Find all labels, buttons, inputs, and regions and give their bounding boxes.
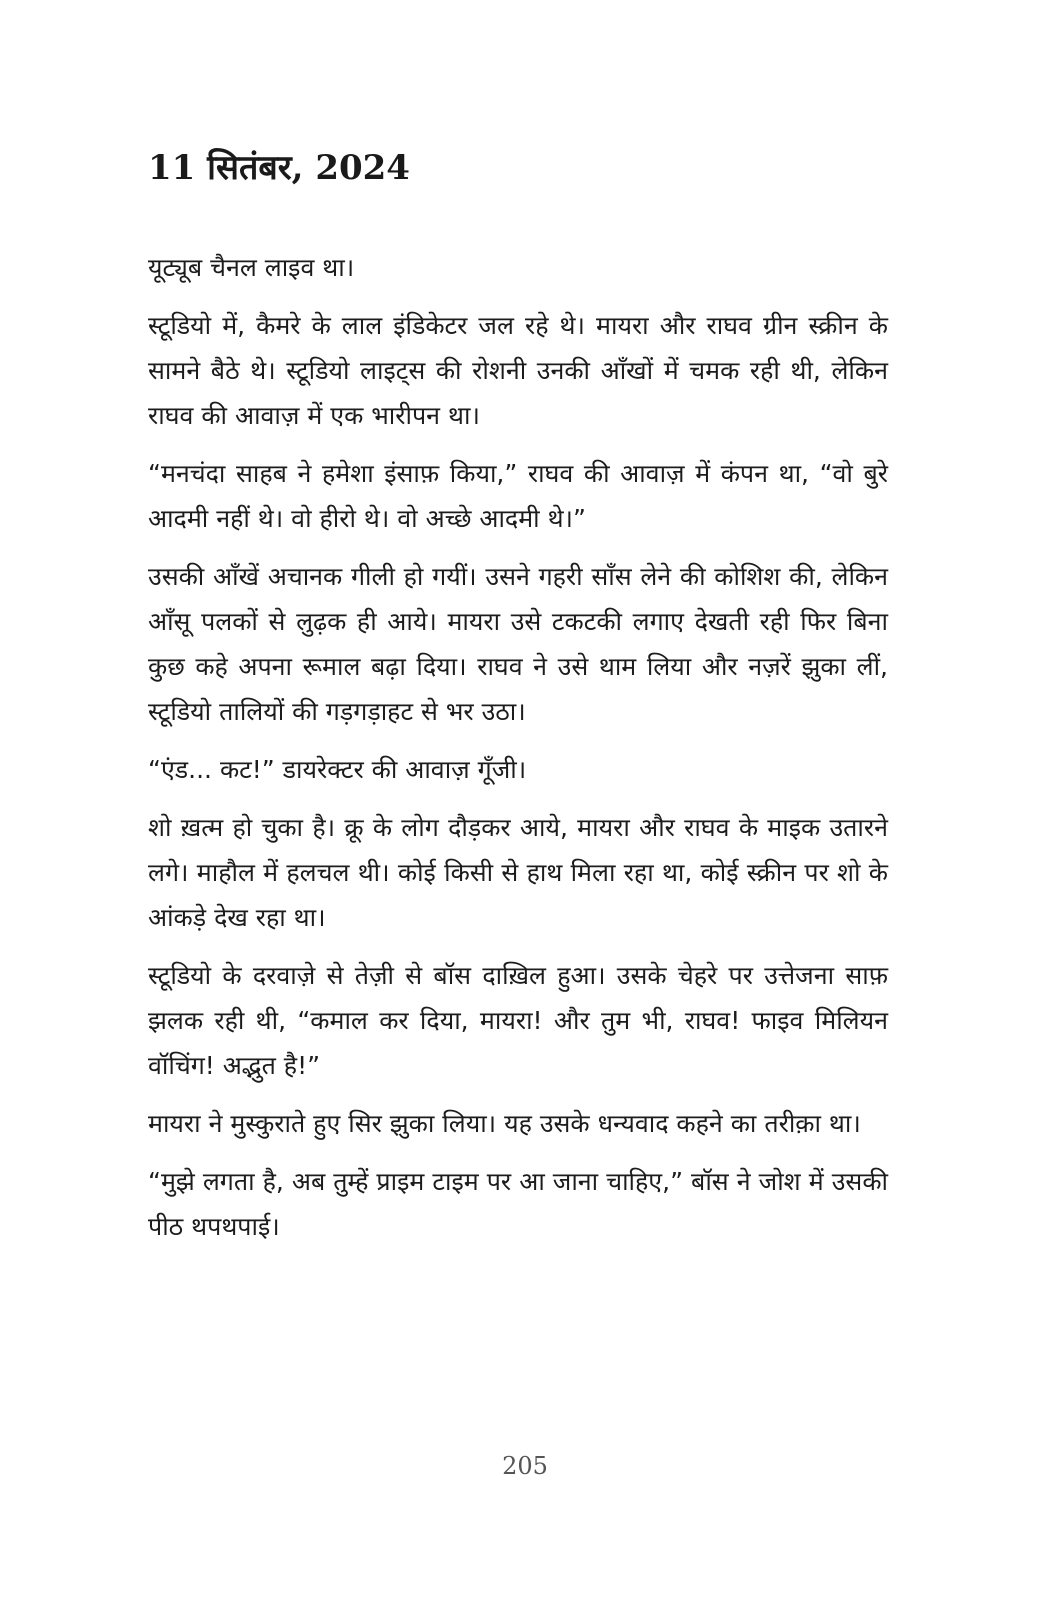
paragraph-2: स्टूडियो में, कैमरे के लाल इंडिकेटर जल रहे थे। मायरा और राघव ग्रीन स्क्रीन के सामने बैठे थे। स्टूडियो लाइट्स की रोशनी उनकी आँखों में चमक रही थी, लेकिन राघव की आवाज़ में एक भारीपन था। (148, 311, 888, 430)
chapter-date-heading: 11 सितंबर, 2024 (148, 148, 410, 188)
paragraph-5: “एंड... कट!” डायरेक्टर की आवाज़ गूँजी। (148, 755, 527, 784)
page-body-text (148, 245, 888, 1262)
paragraph-3: “मनचंदा साहब ने हमेशा इंसाफ़ किया,” राघव की आवाज़ में कंपन था, “वो बुरे आदमी नहीं थे। वो हीरो थे। वो अच्छे आदमी थे।” (148, 459, 888, 533)
paragraph-1: यूट्यूब चैनल लाइव था। (148, 253, 355, 282)
paragraph-8: मायरा ने मुस्कुराते हुए सिर झुका लिया। यह उसके धन्यवाद कहने का तरीक़ा था। (148, 1109, 861, 1138)
paragraph-4: उसकी आँखें अचानक गीली हो गयीं। उसने गहरी साँस लेने की कोशिश की, लेकिन आँसू पलकों से लुढ़क ही आये। मायरा उसे टकटकी लगाए देखती रही फिर बिना कुछ कहे अपना रूमाल बढ़ा दिया। राघव ने उसे थाम लिया और नज़रें झुका लीं, स्टूडियो तालियों की गड़गड़ाहट से भर उठा। (148, 562, 888, 726)
paragraph-9: “मुझे लगता है, अब तुम्हें प्राइम टाइम पर आ जाना चाहिए,” बॉस ने जोश में उसकी पीठ थपथपाई। (148, 1167, 888, 1241)
paragraph-6: शो ख़त्म हो चुका है। क्रू के लोग दौड़कर आये, मायरा और राघव के माइक उतारने लगे। माहौल में हलचल थी। कोई किसी से हाथ मिला रहा था, कोई स्क्रीन पर शो के आंकड़े देख रहा था। (148, 813, 888, 932)
paragraph-7: स्टूडियो के दरवाज़े से तेज़ी से बॉस दाख़िल हुआ। उसके चेहरे पर उत्तेजना साफ़ झलक रही थी, “कमाल कर दिया, मायरा! और तुम भी, राघव! फाइव मिलियन वॉचिंग! अद्भुत है!” (148, 961, 888, 1080)
page-number: 205 (502, 1452, 548, 1480)
